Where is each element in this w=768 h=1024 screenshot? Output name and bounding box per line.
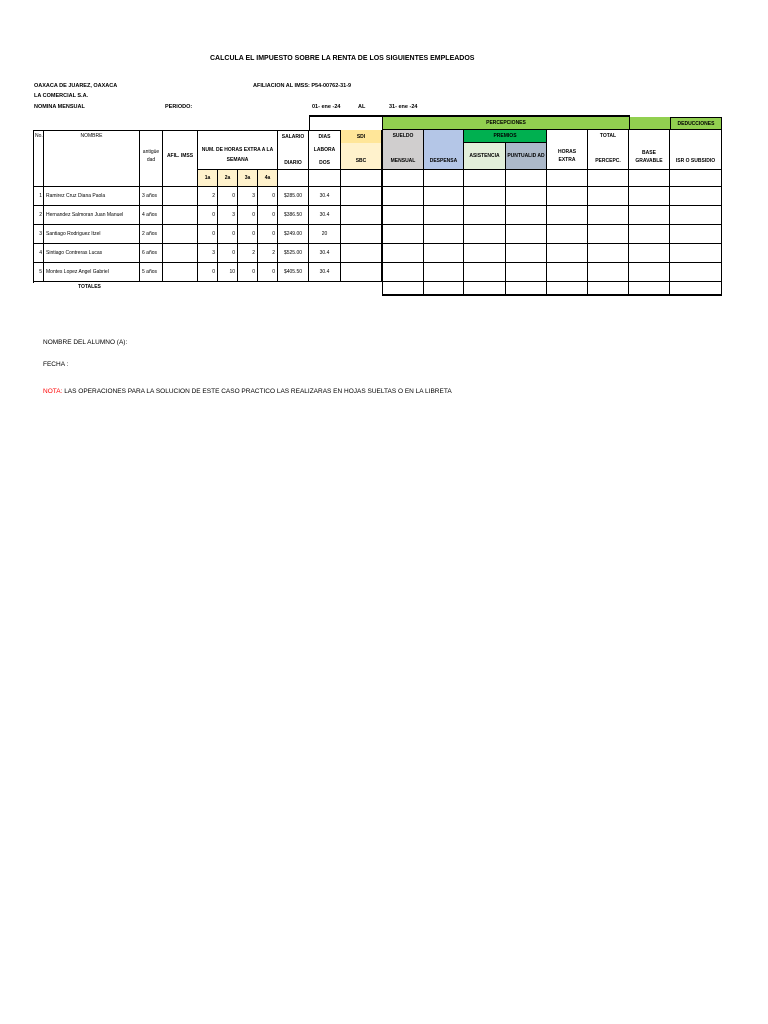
nota-label: NOTA: (43, 388, 63, 395)
dias-cell: 30.4 (309, 206, 341, 225)
total-percepc-header (588, 130, 629, 170)
antiguedad-cell: 4 años (140, 206, 163, 225)
fecha-label: FECHA : (43, 361, 69, 368)
city-label: OAXACA DE JUAREZ, OAXACA (34, 83, 118, 89)
empty-cell (382, 244, 424, 263)
week-hours-cell: 3 (218, 206, 238, 225)
afil-cell (163, 206, 198, 225)
asistencia-header: ASISTENCIA (464, 143, 506, 170)
week-hours-cell: 0 (198, 206, 218, 225)
dias-header: DIAS (309, 130, 341, 143)
empty-cell (629, 263, 670, 282)
total-cell (629, 282, 670, 296)
dias-cell: 20 (309, 225, 341, 244)
empty-cell (506, 244, 547, 263)
alumno-label: NOMBRE DEL ALUMNO (A): (43, 339, 128, 346)
base-label: BASE (642, 150, 656, 156)
afiliacion-label: AFILIACION AL IMSS: P54-00762-31-9 (253, 83, 352, 89)
percepc-label: PERCEPC. (595, 158, 621, 164)
empty-cell (341, 187, 382, 206)
isr-header: ISR O SUBSIDIO (670, 130, 722, 170)
empty-cell (629, 187, 670, 206)
total-cell (506, 282, 547, 296)
col-no-header: No. (33, 130, 44, 170)
date-from: 01- ene -24 (312, 104, 341, 110)
empty-cell (424, 225, 464, 244)
empty-cell (547, 206, 588, 225)
row-no: 5 (33, 263, 44, 282)
deducciones-spacer (630, 117, 670, 130)
week-hours-cell: 0 (198, 263, 218, 282)
empty-cell (629, 206, 670, 225)
empty-cell (670, 225, 722, 244)
week-hours-cell: 0 (258, 206, 278, 225)
subheader-blank-cell (629, 170, 670, 187)
subheader-blank-cell (382, 170, 424, 187)
sbc-header: SBC (341, 143, 382, 170)
week-hours-cell: 0 (258, 263, 278, 282)
subheader-blank-cell (670, 170, 722, 187)
periodo-label: PERIODO: (165, 104, 193, 110)
total-cell (424, 282, 464, 296)
col-afil-header: AFIL. IMSS (163, 130, 198, 170)
subheader-blank-cell (588, 170, 629, 187)
empty-cell (670, 263, 722, 282)
sueldo-label: SUELDO (392, 133, 414, 139)
antiguedad-cell: 6 años (140, 244, 163, 263)
empty-cell (464, 187, 506, 206)
row-no: 3 (33, 225, 44, 244)
empty-cell (341, 263, 382, 282)
total-cell (382, 282, 424, 296)
diario-header: DIARIO (278, 157, 309, 170)
dos-header: DOS (309, 157, 341, 170)
total-cell (588, 282, 629, 296)
sdi-header: SDI (341, 130, 382, 143)
subheader-blank-cell (309, 170, 341, 187)
labora-header: LABORA (309, 143, 341, 157)
date-to: 31- ene -24 (389, 104, 418, 110)
week-hours-cell: 0 (238, 263, 258, 282)
empty-cell (506, 187, 547, 206)
salario-cell: $405.50 (278, 263, 309, 282)
employee-name: Ramirez Cruz Diana Paola (44, 187, 140, 206)
empty-cell (670, 206, 722, 225)
empty-cell (424, 263, 464, 282)
row-no: 2 (33, 206, 44, 225)
salario-header: SALARIO (278, 130, 309, 143)
week-hours-cell: 0 (218, 244, 238, 263)
al-label: AL (358, 104, 366, 110)
week-hours-cell: 0 (258, 225, 278, 244)
week-hours-cell: 3 (238, 187, 258, 206)
week-header-3: 3a (238, 170, 258, 187)
total-label: TOTAL (599, 133, 617, 139)
deducciones-header: DEDUCCIONES (670, 117, 722, 130)
mensual-label: MENSUAL (390, 158, 416, 164)
row-no: 4 (33, 244, 44, 263)
subheader-blank-cell (464, 170, 506, 187)
empty-cell (547, 263, 588, 282)
empty-cell (382, 187, 424, 206)
week-hours-cell: 0 (218, 187, 238, 206)
empty-cell (464, 263, 506, 282)
week-hours-cell: 0 (218, 225, 238, 244)
week-header-1: 1a (198, 170, 218, 187)
empty-cell (424, 187, 464, 206)
afil-cell (163, 263, 198, 282)
row-no: 1 (33, 187, 44, 206)
dias-cell: 30.4 (309, 263, 341, 282)
afil-cell (163, 244, 198, 263)
salario-cell: $249.00 (278, 225, 309, 244)
empty-cell (629, 225, 670, 244)
employee-name: Santiago Rodriguez Itzel (44, 225, 140, 244)
employee-name: Sintiago Contreras Lucas (44, 244, 140, 263)
week-header-2: 2a (218, 170, 238, 187)
salario-cell: $285.00 (278, 187, 309, 206)
empty-cell (506, 206, 547, 225)
week-hours-cell: 2 (238, 244, 258, 263)
col-horas-extra-header: NUM. DE HORAS EXTRA A LA SEMANA (198, 130, 278, 170)
week-hours-cell: 0 (258, 187, 278, 206)
salario-cell: $386.50 (278, 206, 309, 225)
empty-cell (424, 206, 464, 225)
empty-cell (588, 244, 629, 263)
antiguedad-cell: 2 años (140, 225, 163, 244)
afil-cell (163, 225, 198, 244)
week-hours-cell: 0 (198, 225, 218, 244)
employee-name: Hernandez Salmoran Juan Manuel (44, 206, 140, 225)
puntualidad-header: PUNTUALID AD (506, 143, 547, 170)
extra-label: EXTRA (558, 157, 576, 163)
empty-cell (547, 187, 588, 206)
empty-cell (547, 225, 588, 244)
dias-cell: 30.4 (309, 244, 341, 263)
employee-name: Montes Lopez Angel Gabriel (44, 263, 140, 282)
empty-cell (464, 225, 506, 244)
empty-cell (382, 263, 424, 282)
empty-cell (341, 225, 382, 244)
antiguedad-cell: 5 años (140, 263, 163, 282)
week-header-4: 4a (258, 170, 278, 187)
week-hours-cell: 2 (258, 244, 278, 263)
nota-text: LAS OPERACIONES PARA LA SOLUCION DE ESTE CASO PRACTICO LAS REALIZARAS EN HOJAS SUELTAS O EN LA LIBRETA (62, 388, 452, 395)
empty-cell (341, 244, 382, 263)
total-cell (547, 282, 588, 296)
empty-cell (588, 225, 629, 244)
totales-label: TOTALES (78, 284, 101, 290)
base-gravable-header (629, 130, 670, 170)
col-nombre-header: NOMBRE (44, 130, 140, 170)
subheader-blank-cell (547, 170, 588, 187)
empty-cell (506, 225, 547, 244)
despensa-header: DESPENSA (424, 130, 464, 170)
horas-label: HORAS (557, 149, 577, 155)
empty-cell (341, 206, 382, 225)
company-label: LA COMERCIAL S.A. (34, 93, 89, 99)
dias-cell: 30.4 (309, 187, 341, 206)
empty-cell (670, 187, 722, 206)
empty-cell (382, 225, 424, 244)
salario-cell: $525.00 (278, 244, 309, 263)
empty-cell (588, 263, 629, 282)
gravable-label: GRAVABLE (635, 158, 663, 164)
subheader-blank-cell (341, 170, 382, 187)
col-antiguedad-header: antigüe dad (140, 130, 163, 170)
subheader-blank-cell (506, 170, 547, 187)
week-hours-cell: 0 (238, 225, 258, 244)
premios-header: PREMIOS (464, 130, 547, 143)
percepciones-header: PERCEPCIONES (382, 117, 630, 130)
empty-cell (588, 187, 629, 206)
empty-cell (424, 244, 464, 263)
empty-cell (588, 206, 629, 225)
subheader-blank-cell (278, 170, 309, 187)
empty-cell (506, 263, 547, 282)
subheader-blank-cell (424, 170, 464, 187)
empty-cell (464, 244, 506, 263)
week-hours-cell: 0 (238, 206, 258, 225)
total-cell (464, 282, 506, 296)
empty-cell (670, 244, 722, 263)
sueldo-mensual-header (382, 130, 424, 170)
week-hours-cell: 3 (198, 244, 218, 263)
antiguedad-cell: 3 años (140, 187, 163, 206)
payroll-label: NOMINA MENSUAL (34, 104, 85, 110)
empty-cell (547, 244, 588, 263)
empty-cell (464, 206, 506, 225)
nota-line (43, 388, 452, 395)
horas-extra-header (547, 143, 588, 170)
week-hours-cell: 2 (198, 187, 218, 206)
total-cell (670, 282, 722, 296)
afil-cell (163, 187, 198, 206)
empty-cell (382, 206, 424, 225)
page-title: CALCULA EL IMPUESTO SOBRE LA RENTA DE LOS SIGUIENTES EMPLEADOS (210, 55, 475, 62)
week-hours-cell: 10 (218, 263, 238, 282)
empty-cell (629, 244, 670, 263)
